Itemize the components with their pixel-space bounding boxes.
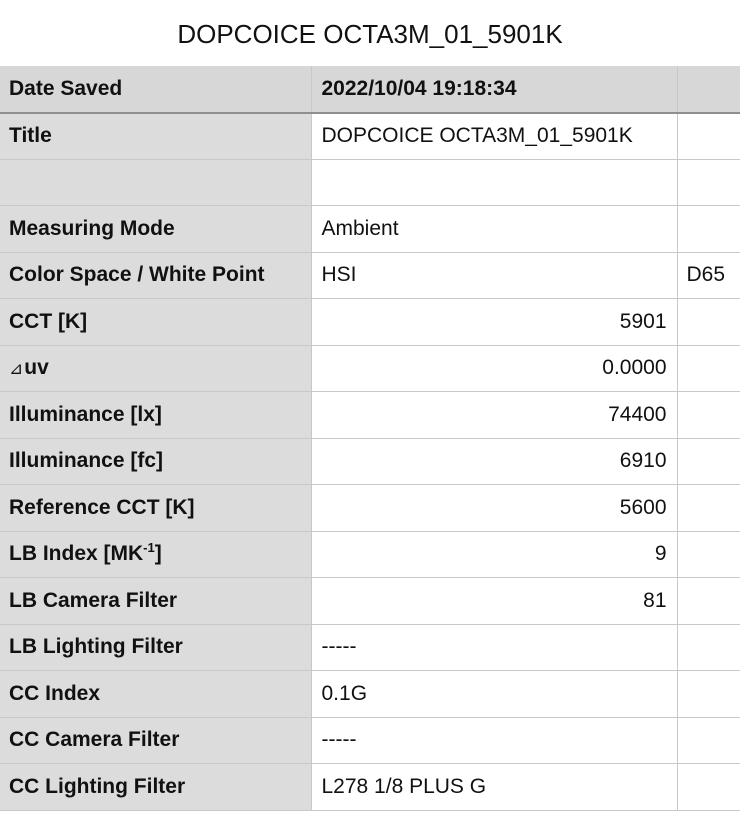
lb-index-label-sup: -1 xyxy=(143,540,155,556)
table-row xyxy=(0,113,740,160)
lb-index-label xyxy=(0,531,311,578)
measuring-mode-label: Measuring Mode xyxy=(0,206,311,253)
delta-uv-extra xyxy=(677,345,740,392)
cct-label: CCT [K] xyxy=(0,299,311,346)
color-space-label: Color Space / White Point xyxy=(0,252,311,299)
table-row xyxy=(0,485,740,532)
lb-lighting-filter-value: ----- xyxy=(311,624,677,671)
delta-uv-value: 0.0000 xyxy=(311,345,677,392)
measuring-mode-extra xyxy=(677,206,740,253)
table-row xyxy=(0,392,740,439)
illuminance-lx-extra xyxy=(677,392,740,439)
title-value: DOPCOICE OCTA3M_01_5901K xyxy=(311,113,677,160)
lb-camera-filter-extra xyxy=(677,578,740,625)
cc-index-label: CC Index xyxy=(0,671,311,718)
reference-cct-extra xyxy=(677,485,740,532)
empty-extra xyxy=(677,159,740,206)
measuring-mode-value: Ambient xyxy=(311,206,677,253)
white-point-value: D65 xyxy=(677,252,740,299)
cc-camera-filter-value: ----- xyxy=(311,717,677,764)
title-extra xyxy=(677,113,740,160)
document-title: DOPCOICE OCTA3M_01_5901K xyxy=(177,19,563,49)
lb-camera-filter-label: LB Camera Filter xyxy=(0,578,311,625)
table-row xyxy=(0,624,740,671)
empty-label xyxy=(0,159,311,206)
table-header-row xyxy=(0,66,740,113)
illuminance-fc-value: 6910 xyxy=(311,438,677,485)
table-row xyxy=(0,717,740,764)
cc-camera-filter-extra xyxy=(677,717,740,764)
illuminance-fc-extra xyxy=(677,438,740,485)
lb-lighting-filter-label: LB Lighting Filter xyxy=(0,624,311,671)
table-row xyxy=(0,206,740,253)
table-row xyxy=(0,438,740,485)
color-space-value: HSI xyxy=(311,252,677,299)
lb-index-extra xyxy=(677,531,740,578)
lb-lighting-filter-extra xyxy=(677,624,740,671)
reference-cct-label: Reference CCT [K] xyxy=(0,485,311,532)
table-row xyxy=(0,252,740,299)
cct-value: 5901 xyxy=(311,299,677,346)
date-saved-label: Date Saved xyxy=(0,66,311,113)
empty-value xyxy=(311,159,677,206)
cc-index-extra xyxy=(677,671,740,718)
date-saved-value: 2022/10/04 19:18:34 xyxy=(311,66,677,113)
table-row xyxy=(0,531,740,578)
table-row xyxy=(0,345,740,392)
table-row xyxy=(0,299,740,346)
title-label: Title xyxy=(0,113,311,160)
cc-lighting-filter-value: L278 1/8 PLUS G xyxy=(311,764,677,811)
cc-camera-filter-label: CC Camera Filter xyxy=(0,717,311,764)
measurement-table xyxy=(0,66,740,811)
delta-symbol: ⊿ xyxy=(9,359,24,379)
illuminance-fc-label: Illuminance [fc] xyxy=(0,438,311,485)
illuminance-lx-label: Illuminance [lx] xyxy=(0,392,311,439)
lb-index-label-suffix: ] xyxy=(154,542,162,566)
cc-index-value: 0.1G xyxy=(311,671,677,718)
lb-camera-filter-value: 81 xyxy=(311,578,677,625)
table-row xyxy=(0,159,740,206)
lb-index-label-prefix: LB Index [MK xyxy=(9,542,144,566)
delta-uv-text: uv xyxy=(24,356,49,380)
delta-uv-label xyxy=(0,345,311,392)
table-row xyxy=(0,764,740,811)
table-row xyxy=(0,671,740,718)
lb-index-value: 9 xyxy=(311,531,677,578)
illuminance-lx-value: 74400 xyxy=(311,392,677,439)
cc-lighting-filter-extra xyxy=(677,764,740,811)
date-saved-extra xyxy=(677,66,740,113)
table-row xyxy=(0,578,740,625)
cc-lighting-filter-label: CC Lighting Filter xyxy=(0,764,311,811)
cct-extra xyxy=(677,299,740,346)
reference-cct-value: 5600 xyxy=(311,485,677,532)
